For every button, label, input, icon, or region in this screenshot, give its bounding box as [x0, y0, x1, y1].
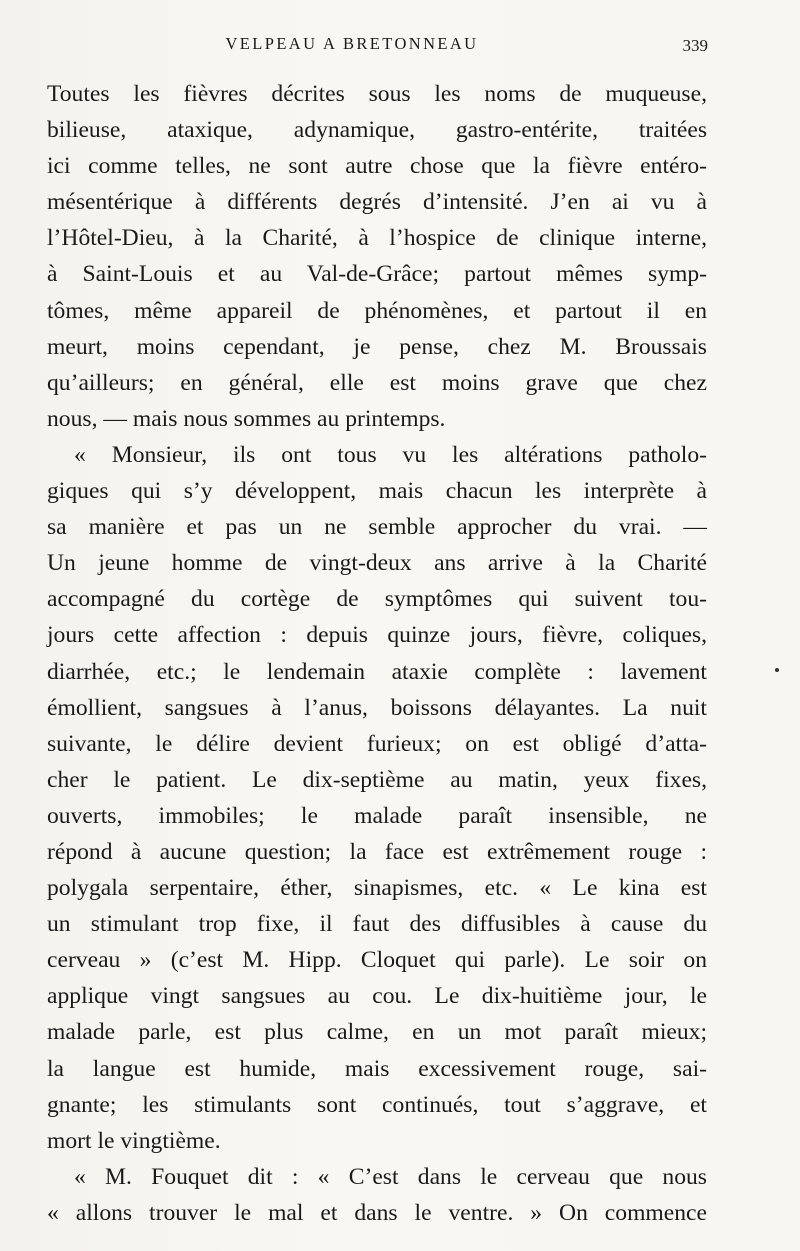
text-line: émollient, sangsues à l’anus, boissons délayantes. La nuit	[47, 694, 707, 721]
text-line: Un jeune homme de vingt-deux ans arrive à la Charité	[47, 550, 707, 577]
text-line: suivante, le délire devient furieux; on est obligé d’atta-	[47, 730, 707, 757]
text-line: polygala serpentaire, éther, sinapismes, etc. « Le kina est	[47, 875, 707, 902]
text-line: mort le vingtième.	[47, 1127, 221, 1154]
body-text	[47, 76, 707, 1231]
text-line: qu’ailleurs; en général, elle est moins grave que chez	[47, 369, 707, 396]
text-line: « M. Fouquet dit : « C’est dans le cerveau que nous	[74, 1163, 707, 1190]
text-line: giques qui s’y développent, mais chacun les interprète à	[47, 478, 707, 505]
text-line: ici comme telles, ne sont autre chose que la fièvre entéro-	[47, 153, 707, 180]
text-line: l’Hôtel-Dieu, à la Charité, à l’hospice de clinique interne,	[47, 225, 707, 252]
text-line: meurt, moins cependant, je pense, chez M. Broussais	[47, 333, 707, 360]
text-line: diarrhée, etc.; le lendemain ataxie complète : lavement	[47, 658, 707, 685]
text-line: sa manière et pas un ne semble approcher du vrai. —	[47, 514, 707, 541]
text-line: répond à aucune question; la face est extrêmement rouge :	[47, 838, 707, 865]
text-line: Toutes les fièvres décrites sous les noms de muqueuse,	[47, 81, 707, 107]
text-line: mésentérique à différents degrés d’intensité. J’en ai vu à	[47, 189, 707, 216]
running-title: VELPEAU A BRETONNEAU	[225, 34, 479, 53]
text-line: à Saint-Louis et au Val-de-Grâce; partout mêmes symp-	[47, 261, 707, 288]
text-line: nous, — mais nous sommes au printemps.	[47, 405, 446, 432]
text-line: accompagné du cortège de symptômes qui suivent tou-	[47, 586, 707, 613]
text-line: jours cette affection : depuis quinze jours, fièvre, coliques,	[47, 622, 707, 649]
text-line: applique vingt sangsues au cou. Le dix-huitième jour, le	[47, 983, 707, 1010]
running-head	[0, 32, 800, 56]
text-line: gnante; les stimulants sont continués, tout s’aggrave, et	[47, 1091, 707, 1118]
text-line: « allons trouver le mal et dans le ventre. » On commence	[47, 1199, 707, 1226]
text-line: bilieuse, ataxique, adynamique, gastro-entérite, traitées	[47, 117, 707, 144]
text-line: malade parle, est plus calme, en un mot paraît mieux;	[47, 1019, 707, 1046]
text-line: tômes, même appareil de phénomènes, et partout il en	[47, 297, 707, 324]
text-line: cerveau » (c’est M. Hipp. Cloquet qui parle). Le soir on	[47, 947, 707, 974]
print-speck	[775, 668, 779, 672]
text-line: un stimulant trop fixe, il faut des diffusibles à cause du	[47, 911, 707, 938]
text-line: ouverts, immobiles; le malade paraît insensible, ne	[47, 802, 707, 829]
text-line: cher le patient. Le dix-septième au matin, yeux fixes,	[47, 766, 707, 793]
page-number: 339	[682, 36, 708, 55]
text-line: « Monsieur, ils ont tous vu les altérations patholo-	[74, 441, 707, 468]
text-line: la langue est humide, mais excessivement rouge, sai-	[47, 1055, 707, 1082]
